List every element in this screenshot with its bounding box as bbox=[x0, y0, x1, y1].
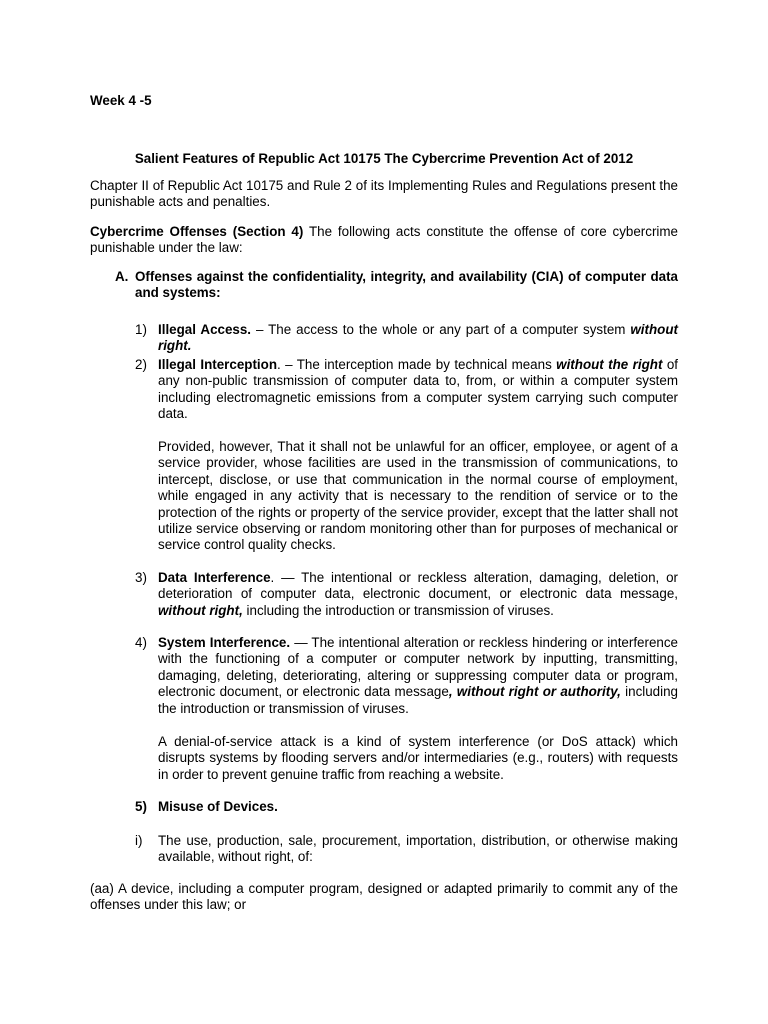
dos-note-paragraph: A denial-of-service attack is a kind of system interference (or DoS attack) which disrupts systems by flooding servers and/or intermediaries (e.g., routers) with requests in order to prevent genuine traffic from reaching a website. bbox=[158, 734, 678, 782]
offenses-heading-text: The following acts constitute the offense of core cybercrime punishable under the law: bbox=[90, 224, 678, 256]
item-number: 5) bbox=[135, 799, 147, 814]
item-number: 4) bbox=[135, 635, 147, 650]
sub-item-aa: (aa) A device, including a computer program, designed or adapted primarily to commit any of the offenses under this law; or bbox=[90, 881, 678, 913]
week-label: Week 4 -5 bbox=[90, 93, 152, 108]
interception-proviso-paragraph: Provided, however, That it shall not be unlawful for an officer, employee, or agent of a service provider, whose facilities are used in the transmission of communications, to intercept, disclose, or use that communication in the normal course of employment, while engaged in any activity that is necessary to the rendition of service or to the protection of the rights or property of the service provider, except that the latter shall not utilize service observing or random monitoring other than for purposes of mechanical or service control quality checks. bbox=[158, 439, 678, 553]
offenses-heading-paragraph bbox=[90, 224, 678, 257]
section-a-marker: A. bbox=[115, 269, 129, 284]
item-body: Data Interference. — The intentional or reckless alteration, damaging, deletion, or deterioration of computer data, electronic document, or electronic data message, without right, including the introduction or transmission of viruses. bbox=[158, 570, 678, 618]
item-body: Illegal Interception. – The interception made by technical means without the right of any non-public transmission of computer data to, from, or within a computer system including electromagnetic emissions from a computer system carrying such computer data. bbox=[158, 357, 678, 422]
sub-item-body: The use, production, sale, procurement, importation, distribution, or otherwise making available, without right, of: bbox=[158, 833, 678, 865]
item-number: 1) bbox=[135, 322, 147, 337]
intro-paragraph: Chapter II of Republic Act 10175 and Rule 2 of its Implementing Rules and Regulations present the punishable acts and penalties. bbox=[90, 178, 678, 210]
item-body: Misuse of Devices. bbox=[158, 799, 278, 814]
item-body: Illegal Access. – The access to the whole or any part of a computer system without right. bbox=[158, 322, 678, 354]
item-number: 2) bbox=[135, 357, 147, 372]
offenses-heading-bold: Cybercrime Offenses (Section 4) bbox=[90, 224, 304, 239]
document-title: Salient Features of Republic Act 10175 The Cybercrime Prevention Act of 2012 bbox=[134, 151, 634, 166]
item-number: 3) bbox=[135, 570, 147, 585]
item-body: System Interference. — The intentional alteration or reckless hindering or interference with the functioning of a computer or computer network by inputting, transmitting, damaging, deleting, deteriorating, altering or suppressing computer data or program, electronic document, or electronic data message, without right or authority, including the introduction or transmission of viruses. bbox=[158, 635, 679, 716]
section-a-title: Offenses against the confidentiality, integrity, and availability (CIA) of computer data and systems: bbox=[135, 269, 678, 301]
sub-item-number: i) bbox=[135, 833, 143, 848]
